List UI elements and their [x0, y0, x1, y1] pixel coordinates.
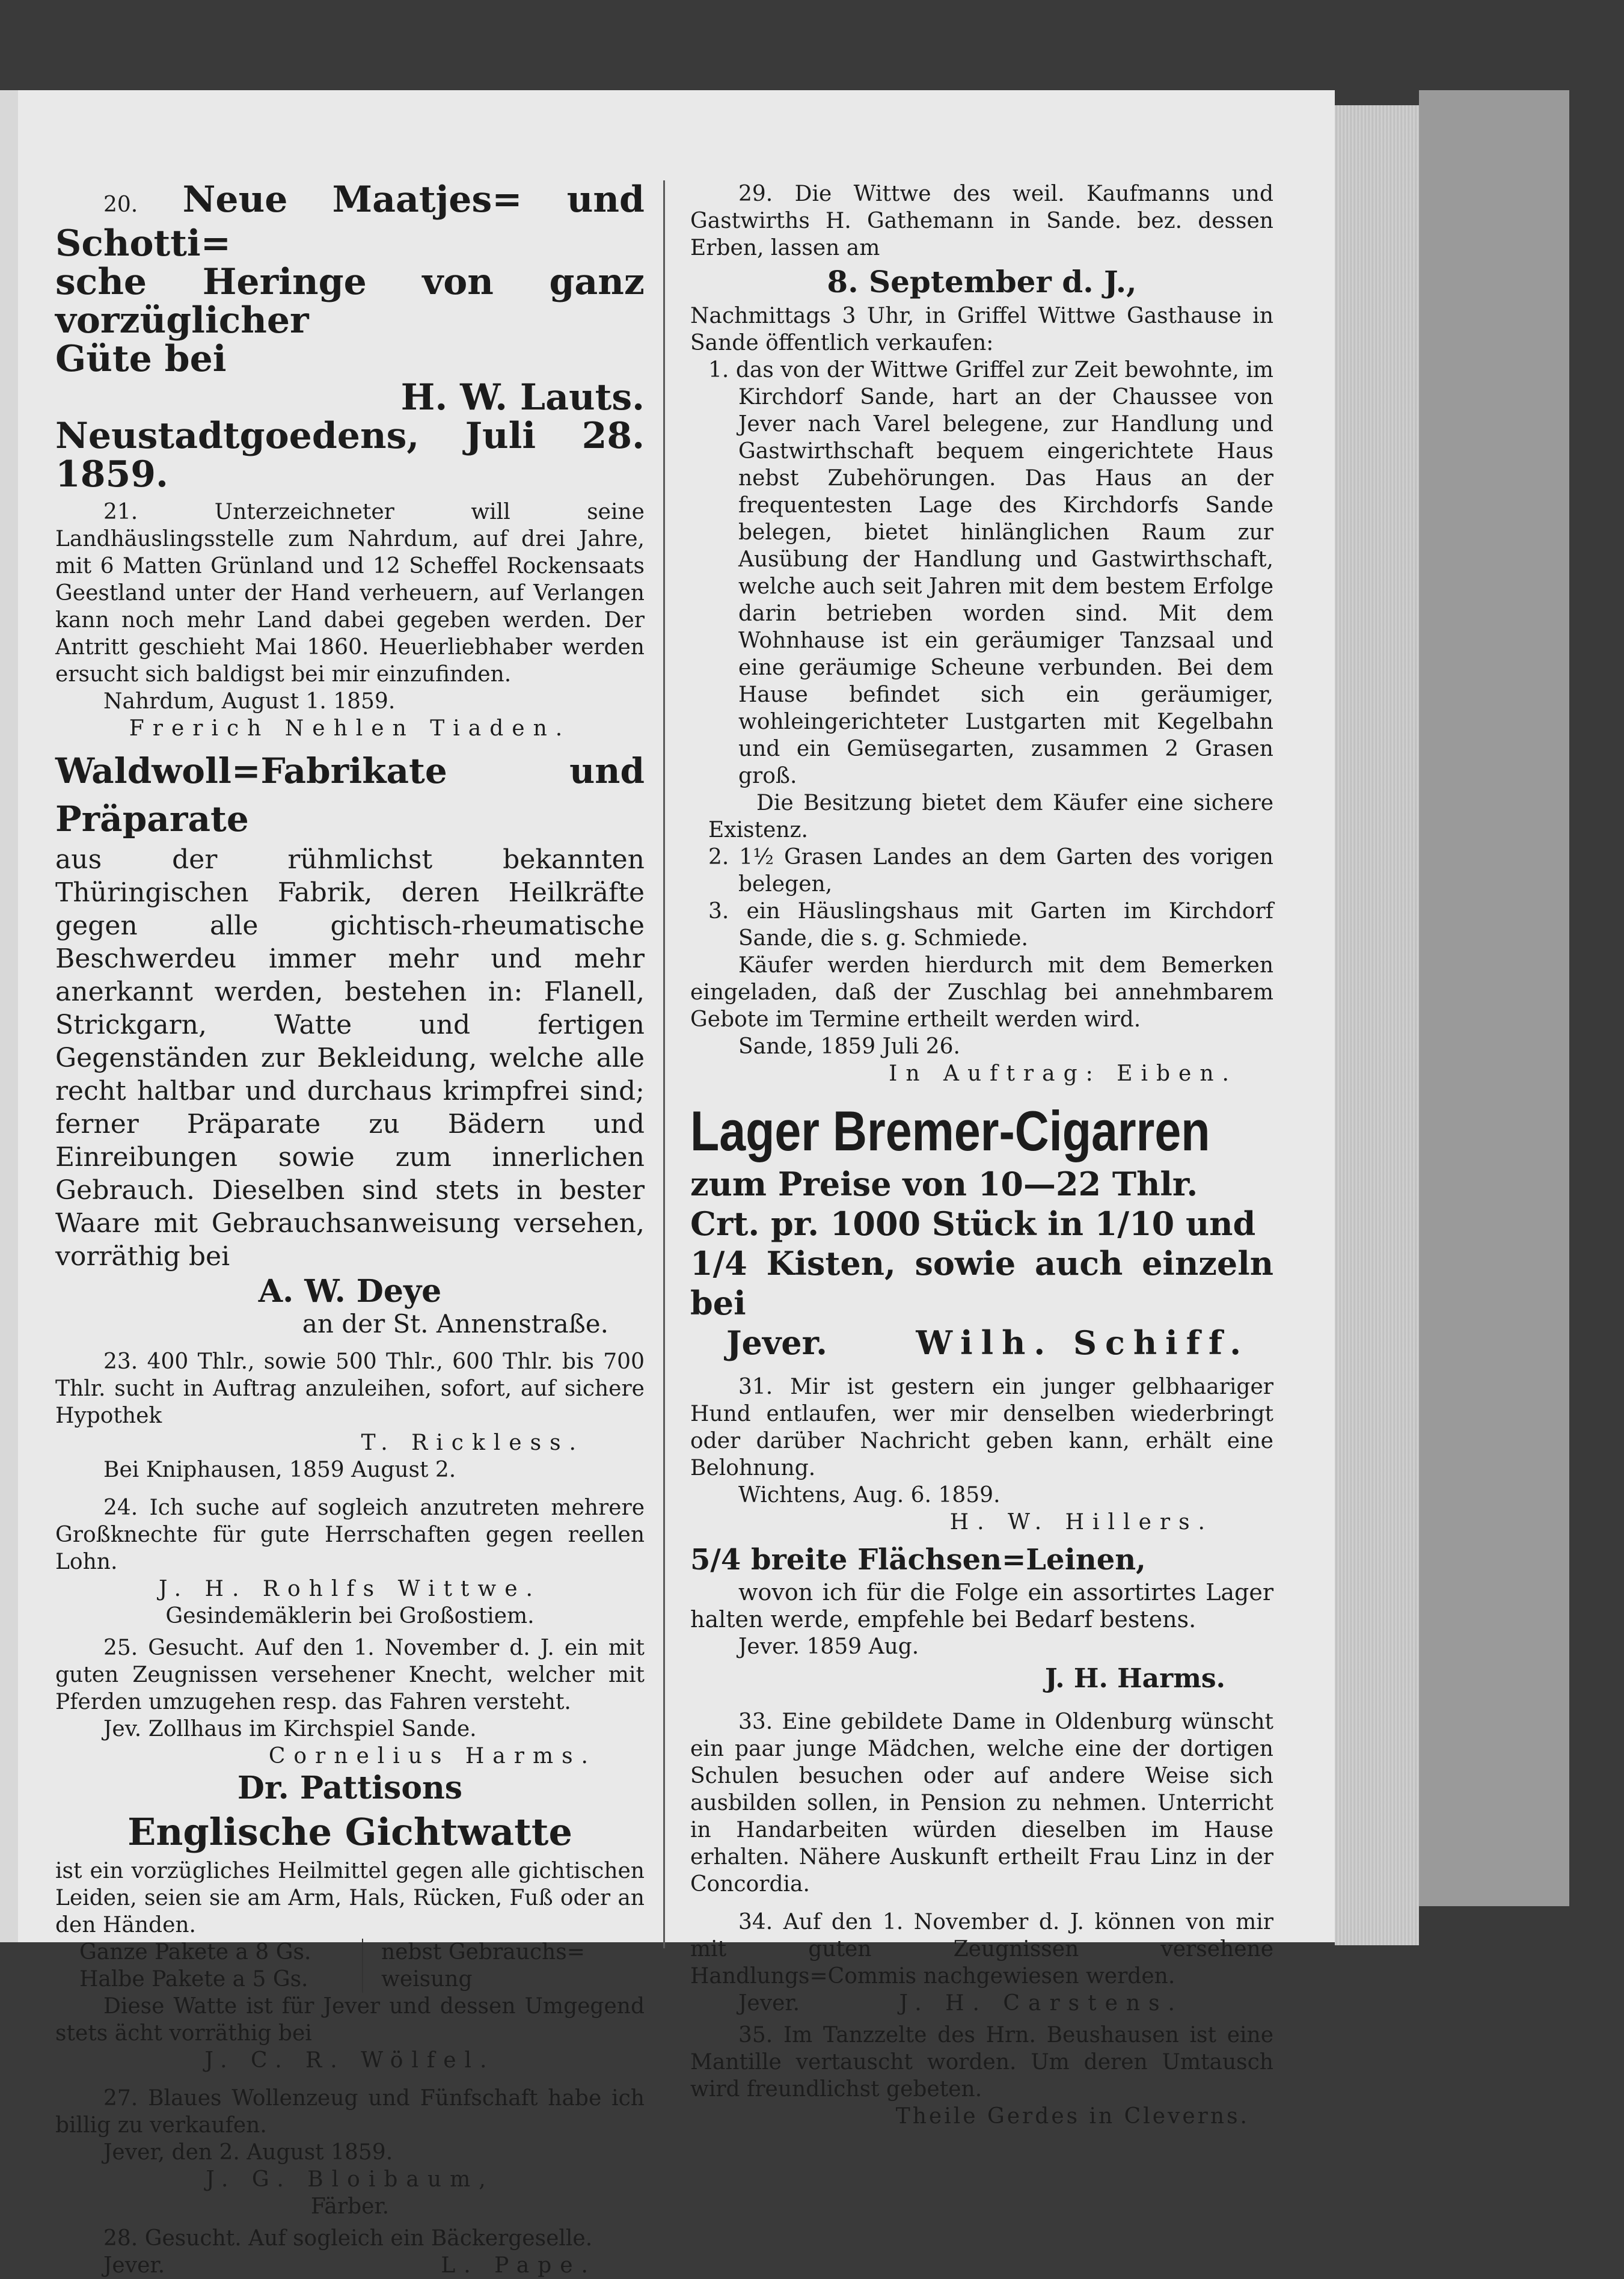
ad-27-text: 27. Blaues Wollenzeug und Fünfschaft habe ich billig zu verkaufen.	[55, 2086, 645, 2138]
ad-23	[55, 1348, 645, 1483]
ad-27-role: Färber.	[310, 2194, 390, 2219]
ad-25-signature: Cornelius Harms.	[268, 1744, 596, 1768]
ad-24	[55, 1494, 645, 1630]
previous-page-edge	[0, 90, 18, 1942]
ad-26-instructions-2: weisung	[381, 1967, 473, 1992]
ad-32-text: wovon ich für die Folge ein assortirtes Lager halten werde, empfehle bei Bedarf bestens.	[690, 1579, 1273, 1633]
ad-23-date: Bei Kniphausen, 1859 August 2.	[103, 1458, 456, 1482]
left-column	[55, 179, 645, 2278]
ad-23-signature: T. Rickless.	[361, 1431, 584, 1455]
ad-20-line2: sche Heringe von ganz vorzüglicher	[55, 261, 645, 342]
ad-33	[690, 1708, 1273, 1898]
ad-30-signature: Wilh. Schiff.	[916, 1324, 1249, 1362]
ad-20-number: 20.	[103, 192, 138, 217]
ad-35-signature: Theile Gerdes in Cleverns.	[895, 2104, 1249, 2129]
ad-27	[55, 2085, 645, 2220]
ad-29-text: 29. Die Wittwe des weil. Kaufmanns und Gastwirths H. Gathemann in Sande. bez. dessen Erben, lassen am	[690, 182, 1273, 260]
ad-26-instructions-1: nebst Gebrauchs=	[381, 1940, 585, 1965]
ad-34	[690, 1909, 1273, 2017]
ad-21-place: Nahrdum, August 1. 1859.	[103, 689, 396, 714]
ad-25-text: 25. Gesucht. Auf den 1. November d. J. ein mit guten Zeugnissen versehener Knecht, welcher mit Pferden umzugehen resp. das Fahren versteht.	[55, 1636, 645, 1714]
ad-22-address: an der St. Annenstraße.	[302, 1309, 608, 1339]
ad-33-text: 33. Eine gebildete Dame in Oldenburg wünscht ein paar junge Mädchen, welche eine der dortigen Schulen besuchen oder auf andere Weise sich ausbilden sollen, in Pension zu nehmen. Unterricht in Handarbeiten würden dieselben im Hause erhalten. Nähere Auskunft ertheilt Frau Linz in der Concordia.	[690, 1710, 1273, 1897]
ad-26-price-whole: Ganze Pakete a 8 Gs.	[79, 1940, 311, 1965]
ad-27-signature: J. G. Bloibaum,	[206, 2167, 494, 2192]
ad-35	[690, 2022, 1273, 2130]
ad-31-text: 31. Mir ist gestern ein junger gelbhaariger Hund entlaufen, wer mir denselben wiederbringt oder darüber Nachricht geben kann, erhält eine Belohnung.	[690, 1375, 1273, 1480]
ad-32	[690, 1541, 1273, 1698]
ad-29-place: Sande, 1859 Juli 26.	[738, 1034, 960, 1059]
ad-22-heading: Waldwoll=Fabrikate und Präparate	[55, 750, 645, 839]
ad-31-date: Wichtens, Aug. 6. 1859.	[738, 1483, 1000, 1508]
ad-22	[55, 747, 645, 1337]
ad-29-signature: In Auftrag: Eiben.	[889, 1061, 1237, 1086]
ad-30-line2: Crt. pr. 1000 Stück in 1/10 und	[690, 1204, 1256, 1243]
ad-29-text3: Käufer werden hierdurch mit dem Bemerken eingeladen, daß der Zuschlag bei annehmbarem Gebote im Termine ertheilt werden wird.	[690, 953, 1273, 1032]
ad-20-heading: Neue Maatjes= und Schotti=	[55, 179, 645, 265]
ad-22-signature: A. W. Deye	[258, 1273, 442, 1310]
ad-20-line3: Güte bei	[55, 338, 227, 380]
ad-32-heading: 5/4 breite Flächsen=Leinen,	[690, 1543, 1146, 1577]
ad-23-text: 23. 400 Thlr., sowie 500 Thlr., 600 Thlr. bis 700 Thlr. sucht in Auftrag anzuleihen, sofort, auf sichere Hypothek	[55, 1349, 645, 1428]
ad-29-date: 8. September d. J.,	[827, 264, 1137, 299]
ad-26-heading: Englische Gichtwatte	[127, 1810, 572, 1854]
ad-25-place: Jev. Zollhaus im Kirchspiel Sande.	[103, 1717, 477, 1741]
ad-21-text: 21. Unterzeichneter will seine Landhäuslingsstelle zum Nahrdum, auf drei Jahre, mit 6 Matten Grünland und 12 Scheffel Rockensaats Geestland unter der Hand verheuern, auf Verlangen kann noch mehr Land dabei gegeben werden. Der Antritt geschieht Mai 1860. Heuerliebhaber werden ersucht sich baldigst bei mir einzufinden.	[55, 500, 645, 687]
ad-30	[690, 1098, 1273, 1363]
ad-28	[55, 2225, 645, 2279]
ad-24-text: 24. Ich suche auf sogleich anzutreten mehrere Großknechte für gute Herrschaften gegen reellen Lohn.	[55, 1495, 645, 1574]
ad-32-signature: J. H. Harms.	[1044, 1663, 1225, 1694]
ad-29-item-1b: Die Besitzung bietet dem Käufer eine sichere Existenz.	[708, 791, 1273, 842]
ad-31	[690, 1373, 1273, 1536]
ad-29-item-1: 1. das von der Wittwe Griffel zur Zeit bewohnte, im Kirchdorf Sande, hart an der Chaussee von Jever nach Varel belegene, zur Handlung und Gastwirthschaft bequem eingerichtete Haus nebst Zubehörungen. Das Haus an der frequentesten Lage des Kirchdorfs Sande belegen, bietet hinlänglichen Raum zur Ausübung der Handlung und Gastwirthschaft, welche auch seit Jahren mit dem bestem Erfolge darin betrieben worden sind. Mit dem Wohnhause ist ein geräumiger Tanzsaal und eine geräumige Scheune verbunden. Bei dem Hause befindet sich ein geräumiger, wohleingerichteter Lustgarten mit Kegelbahn und ein Gemüsegarten, zusammen 2 Grasen groß.	[708, 358, 1273, 788]
ad-30-heading: Lager Bremer-Cigarren	[690, 1099, 1210, 1162]
ad-30-line3: 1/4 Kisten, sowie auch einzeln bei	[690, 1244, 1273, 1322]
ad-30-line1: zum Preise von 10—22 Thlr.	[690, 1165, 1198, 1203]
ad-26-title: Dr. Pattisons	[237, 1770, 463, 1806]
ad-24-signature: J. H. Rohlfs Wittwe.	[159, 1577, 541, 1601]
ad-35-text: 35. Im Tanzzelte des Hrn. Beushausen ist eine Mantille vertauscht worden. Um deren Umtausch wird freundlichst gebeten.	[690, 2023, 1273, 2102]
ad-28-text: 28. Gesucht. Auf sogleich ein Bäckergeselle.	[103, 2226, 593, 2251]
ad-32-date: Jever. 1859 Aug.	[738, 1634, 919, 1659]
ad-26	[55, 1770, 645, 2074]
ad-29	[690, 180, 1273, 1087]
ad-26-prices	[55, 1939, 645, 1993]
ad-34-place: Jever.	[738, 1991, 800, 2016]
right-column	[690, 180, 1273, 2129]
ad-20-date: Neustadtgoedens, Juli 28. 1859.	[55, 415, 645, 495]
book-cover	[1419, 90, 1569, 1906]
ad-34-text: 34. Auf den 1. November d. J. können von mir mit guten Zeugnissen versehene Handlungs=Commis nachgewiesen werden.	[690, 1910, 1273, 1989]
ad-26-text: ist ein vorzügliches Heilmittel gegen alle gichtischen Leiden, seien sie am Arm, Hals, Rücken, Fuß oder an den Händen.	[55, 1859, 645, 1937]
ad-25	[55, 1634, 645, 1770]
ad-27-date: Jever, den 2. August 1859.	[103, 2140, 393, 2165]
ad-28-place: Jever.	[103, 2253, 165, 2278]
ad-20	[55, 180, 645, 494]
ad-24-role: Gesindemäklerin bei Großostiem.	[165, 1604, 535, 1628]
ad-22-text: aus der rühmlichst bekannten Thüringischen Fabrik, deren Heilkräfte gegen alle gichtisch-rheumatische Beschwerdeu immer mehr und mehr anerkannt werden, bestehen in: Flanell, Strickgarn, Watte und fertigen Gegenständen zur Bekleidung, welche alle recht haltbar und durchaus krimpfrei sind; ferner Präparate zu Bädern und Einreibungen sowie zum innerlichen Gebrauch. Dieselben sind stets in bester Waare mit Gebrauchsanweisung versehen, vorräthig bei	[55, 844, 645, 1272]
ad-34-signature: J. H. Carstens.	[899, 1991, 1183, 2016]
book-page-edges	[1335, 105, 1419, 1945]
ad-21-signature: Frerich Nehlen Tiaden.	[129, 716, 571, 741]
ad-31-signature: H. W. Hillers.	[949, 1510, 1213, 1535]
ad-26-price-half: Halbe Pakete a 5 Gs.	[79, 1967, 308, 1992]
ad-21	[55, 498, 645, 742]
ad-20-signature: H. W. Lauts.	[400, 376, 645, 419]
ad-26-text2: Diese Watte ist für Jever und dessen Umgegend stets ächt vorräthig bei	[55, 1994, 645, 2046]
column-divider	[663, 180, 665, 1948]
ad-30-place: Jever.	[726, 1324, 827, 1362]
ad-28-signature: L. Pape.	[441, 2253, 596, 2278]
ad-26-signature: J. C. R. Wölfel.	[204, 2048, 495, 2073]
ad-29-item-2: 2. 1½ Grasen Landes an dem Garten des vorigen belegen,	[708, 845, 1273, 897]
ad-29-text2: Nachmittags 3 Uhr, in Griffel Wittwe Gasthause in Sande öffentlich verkaufen:	[690, 304, 1273, 355]
ad-29-item-3: 3. ein Häuslingshaus mit Garten im Kirchdorf Sande, die s. g. Schmiede.	[708, 899, 1273, 951]
